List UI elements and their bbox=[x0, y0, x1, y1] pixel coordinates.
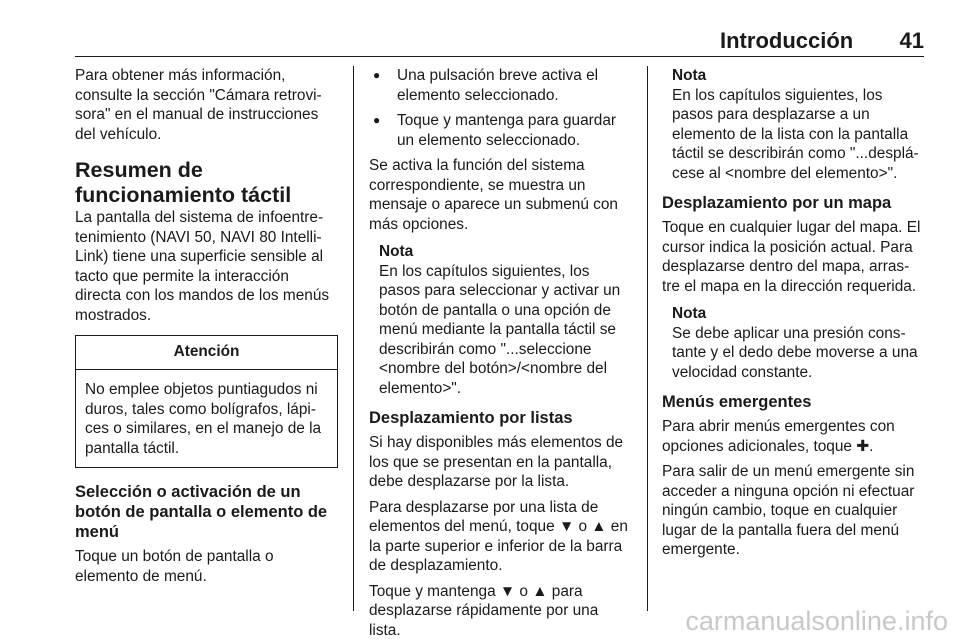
list-item: ● Toque y mantenga para guardar un elemento seleccionado. bbox=[369, 111, 633, 150]
paragraph: Para desplazarse por una lista de elementos del menú, toque ▼ o ▲ en la parte superior e inferior de la barra de desplazamiento. bbox=[369, 498, 628, 574]
warning-box bbox=[75, 335, 338, 468]
column-3 bbox=[662, 66, 927, 560]
intro-paragraph: Para obtener más información, consulte la sección "Cámara retrovi-sora" en el manual de instrucciones del vehículo. bbox=[75, 67, 322, 143]
subsection-heading: Menús emergentes bbox=[662, 393, 812, 411]
subsection-heading: Desplazamiento por listas bbox=[369, 409, 573, 427]
note-block bbox=[369, 242, 633, 398]
note-label: Nota bbox=[672, 67, 707, 84]
note-text: En los capítulos siguientes, los pasos para desplazarse a un elemento de la lista con la pantalla táctil se describirán como "...desplá-cese al <nombre del elemento>". bbox=[672, 86, 919, 182]
running-header-title: Introducción bbox=[720, 28, 854, 53]
paragraph: Para salir de un menú emergente sin acceder a ninguna opción ni efectuar ningún cambio, toque en cualquier lugar de la pantalla fuera del menú emergente. bbox=[662, 463, 915, 558]
note-block bbox=[662, 304, 927, 382]
warning-box-text: No emplee objetos puntiagudos ni duros, tales como bolígrafos, lápi-ces o similares, en el manejo de la pantalla táctil. bbox=[85, 381, 322, 457]
header-rule bbox=[75, 56, 924, 57]
subsection-heading: Desplazamiento por un mapa bbox=[662, 194, 892, 212]
note-label: Nota bbox=[672, 305, 707, 322]
note-label: Nota bbox=[379, 243, 414, 260]
column-divider bbox=[353, 66, 354, 611]
column-1 bbox=[75, 66, 338, 586]
paragraph: Si hay disponibles más elementos de los que se presentan en la pantalla, debe desplazarse por la lista. bbox=[369, 434, 624, 490]
subsection-heading: Selección o activación de un botón de pantalla o elemento de menú bbox=[75, 483, 328, 541]
paragraph: La pantalla del sistema de infoentre-tenimiento (NAVI 50, NAVI 80 Intelli-Link) tiene una superficie sensible al tacto que permite la interacción directa con los mandos de los menús mostrados. bbox=[75, 209, 330, 324]
warning-box-title: Atención bbox=[76, 336, 337, 370]
list-item: ● Una pulsación breve activa el elemento seleccionado. bbox=[369, 66, 633, 105]
note-block bbox=[662, 66, 927, 183]
paragraph: Toque y mantenga ▼ o ▲ para desplazarse rápidamente por una lista. bbox=[369, 582, 599, 639]
paragraph: Toque un botón de pantalla o elemento de menú. bbox=[75, 548, 274, 585]
column-divider bbox=[647, 66, 648, 611]
paragraph: Se activa la función del sistema correspondiente, se muestra un mensaje o aparece un submenú con más opciones. bbox=[369, 157, 618, 233]
section-heading: Resumen de funcionamiento táctil bbox=[75, 158, 292, 207]
watermark: carmanualsonline.info bbox=[685, 606, 948, 636]
paragraph: Toque en cualquier lugar del mapa. El cursor indica la posición actual. Para desplazarse dentro del mapa, arras-tre el mapa en la dirección requerida. bbox=[662, 219, 921, 295]
paragraph: Para abrir menús emergentes con opciones adicionales, toque ✚. bbox=[662, 418, 895, 455]
note-text: Se debe aplicar una presión cons-tante y el dedo debe moverse a una velocidad constante. bbox=[672, 324, 918, 381]
note-text: En los capítulos siguientes, los pasos para seleccionar y activar un botón de pantalla o una opción de menú mediante la pantalla táctil se describirán como "...seleccione <nombre del botón>/<nombre del elemento>". bbox=[379, 262, 621, 397]
column-2 bbox=[369, 66, 633, 640]
page-number: 41 bbox=[899, 28, 924, 53]
